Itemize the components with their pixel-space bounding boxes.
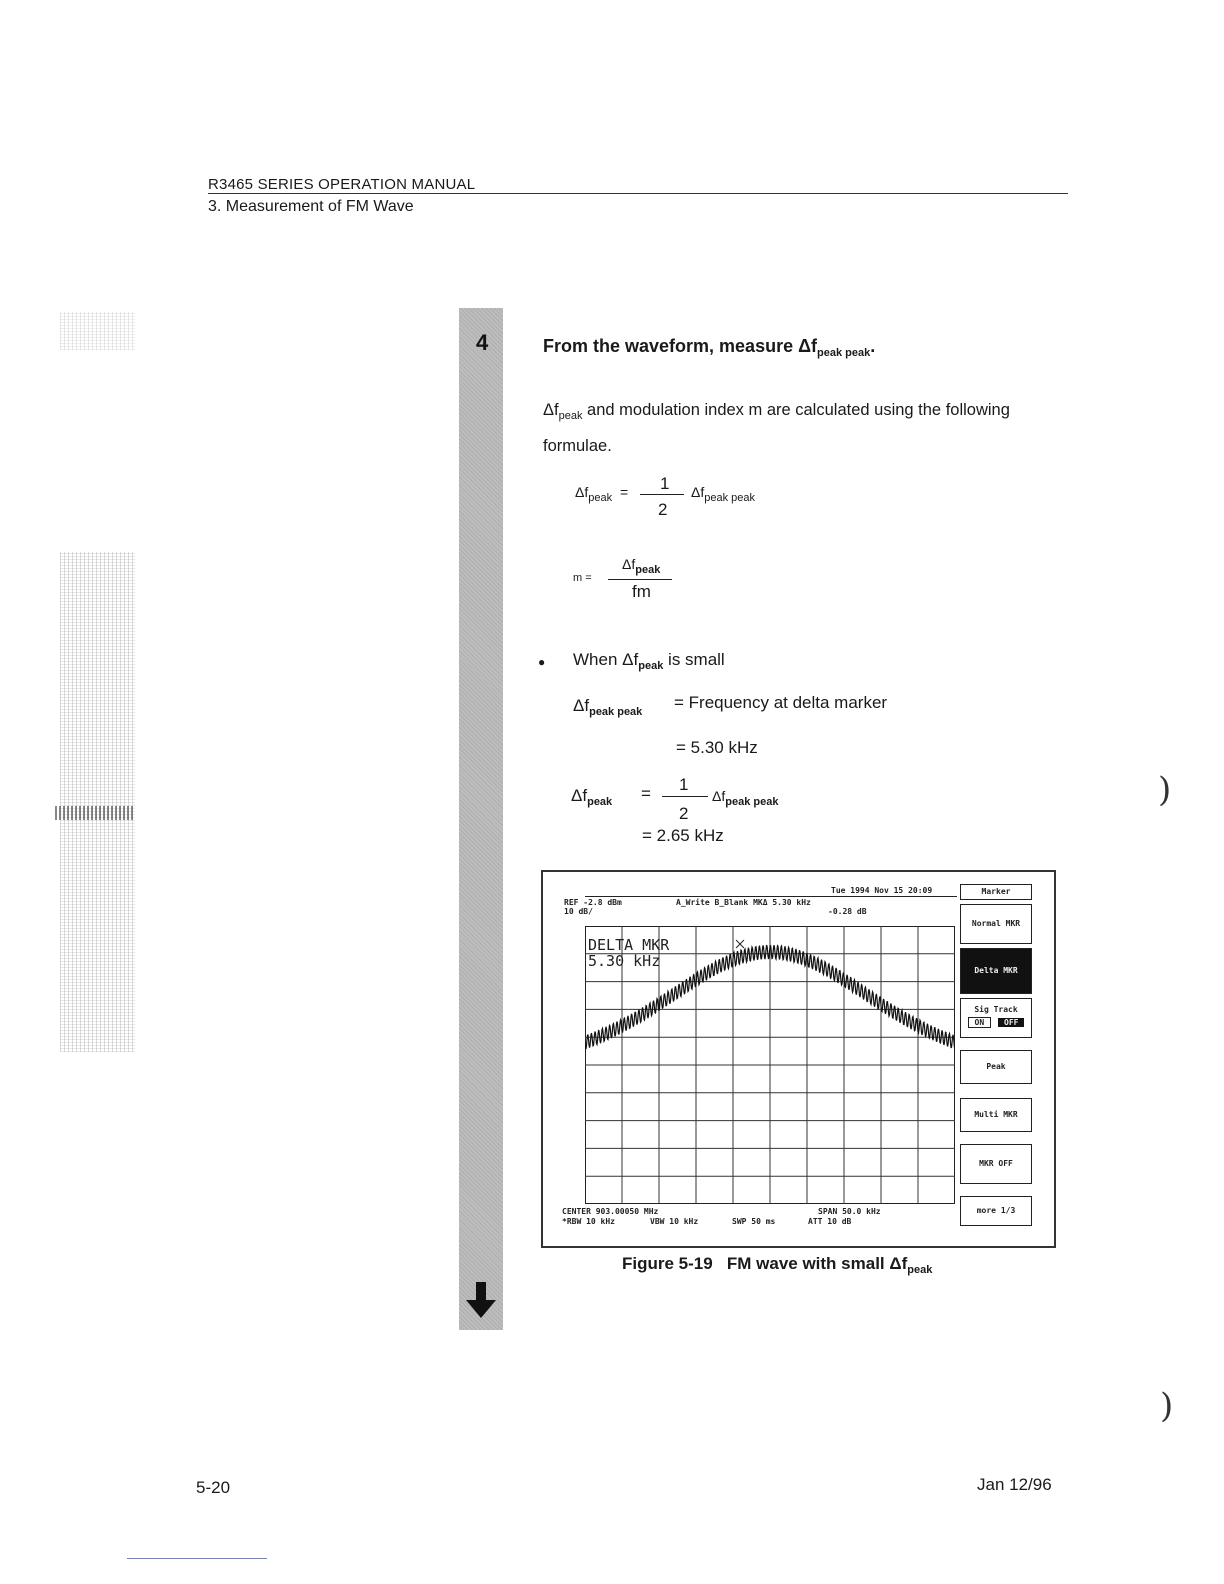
calc-denominator: 2 (679, 804, 689, 823)
screen-datetime: Tue 1994 Nov 15 20:09 (831, 886, 933, 895)
bullet-dot: ● (538, 655, 546, 669)
calc-rhs: $\Delta f_{peak peak}$ (712, 788, 779, 808)
formula1-numerator: 1 (660, 474, 670, 493)
screen-trace-modes: A_Write B_Blank MKΔ 5.30 kHz (676, 898, 811, 907)
header-rule (208, 193, 1068, 194)
step-number: 4 (476, 330, 489, 355)
calc-eq: = (641, 784, 651, 803)
calc-numerator: 1 (679, 775, 689, 794)
screen-ref: REF -2.8 dBm (564, 898, 622, 907)
calc-line2: = 5.30 kHz (676, 738, 758, 757)
softkey-peak[interactable]: Peak (960, 1050, 1032, 1084)
screen-att: ATT 10 dB (808, 1217, 852, 1226)
figure-caption: Figure 5-19 FM wave with small $\Delta f_{peak}$ (622, 1254, 933, 1276)
screen-scale: 10 dB/ (564, 907, 593, 916)
screen-rbw: *RBW 10 kHz (562, 1217, 615, 1226)
intro-paragraph: $\Delta f_{peak}$ and modulation index m are calculated using the following formulae. (543, 401, 1010, 455)
formula2-fraction-bar (608, 579, 672, 580)
calc-line1: = Frequency at delta marker (674, 693, 888, 712)
screen-center: CENTER 903.00050 MHz (562, 1207, 659, 1216)
softkey-menu-title: Marker (960, 884, 1032, 900)
scan-speck-margin (60, 552, 135, 1052)
calc-result: = 2.65 kHz (642, 826, 724, 845)
calc-p-label: $\Delta f_{peak}$ (571, 786, 613, 808)
softkey-more[interactable]: more 1/3 (960, 1196, 1032, 1226)
scan-speck-band (55, 806, 135, 820)
calc-pp-label: $\Delta f_{peak peak}$ (573, 696, 643, 718)
screen-span: SPAN 50.0 kHz (818, 1207, 881, 1216)
down-arrow-icon (463, 1280, 499, 1320)
formula1-rhs: $\Delta f_{peak peak}$ (691, 484, 756, 504)
screen-vbw: VBW 10 kHz (650, 1217, 699, 1226)
softkey-delta-mkr[interactable]: Delta MKR (960, 948, 1032, 994)
step-heading: From the waveform, measure $\Delta f_{peak peak}$. (543, 336, 876, 359)
manual-title: R3465 SERIES OPERATION MANUAL (208, 176, 476, 193)
screen-marker-level: -0.28 dB (828, 907, 867, 916)
delta-marker-label: DELTA MKR (588, 936, 670, 954)
scan-artifact-paren-2: ) (1160, 1386, 1174, 1426)
revision-date: Jan 12/96 (977, 1475, 1052, 1494)
sig-track-label: Sig Track (974, 1005, 1018, 1014)
scan-speck-top (60, 312, 135, 350)
calc-fraction-bar (662, 796, 708, 797)
formula1-denominator: 2 (658, 500, 668, 519)
scan-artifact-paren-1: ) (1158, 770, 1172, 810)
sig-track-on[interactable]: ON (968, 1017, 992, 1028)
bottom-rule (127, 1558, 267, 1559)
formula2-lhs: m = (573, 572, 592, 584)
section-title: 3. Measurement of FM Wave (208, 198, 414, 215)
bullet-text: When $\Delta f_{peak}$ is small (573, 650, 725, 672)
formula1-fraction-bar (640, 494, 684, 495)
formula2-numerator: $\Delta f_{peak}$ (622, 556, 661, 576)
softkey-sig-track[interactable] (960, 998, 1032, 1038)
softkey-multi-mkr[interactable]: Multi MKR (960, 1098, 1032, 1132)
delta-marker-value: 5.30 kHz (588, 952, 661, 970)
formula2-denominator: fm (632, 582, 651, 601)
screen-datetime-rule (585, 896, 957, 897)
softkey-mkr-off[interactable]: MKR OFF (960, 1144, 1032, 1184)
formula1-lhs: $\Delta f_{peak}$ = (575, 484, 629, 504)
page-number: 5-20 (196, 1478, 231, 1497)
sig-track-off[interactable]: OFF (998, 1018, 1024, 1027)
screen-swp: SWP 50 ms (732, 1217, 776, 1226)
step-sidebar (459, 308, 503, 1330)
softkey-normal-mkr[interactable]: Normal MKR (960, 904, 1032, 944)
